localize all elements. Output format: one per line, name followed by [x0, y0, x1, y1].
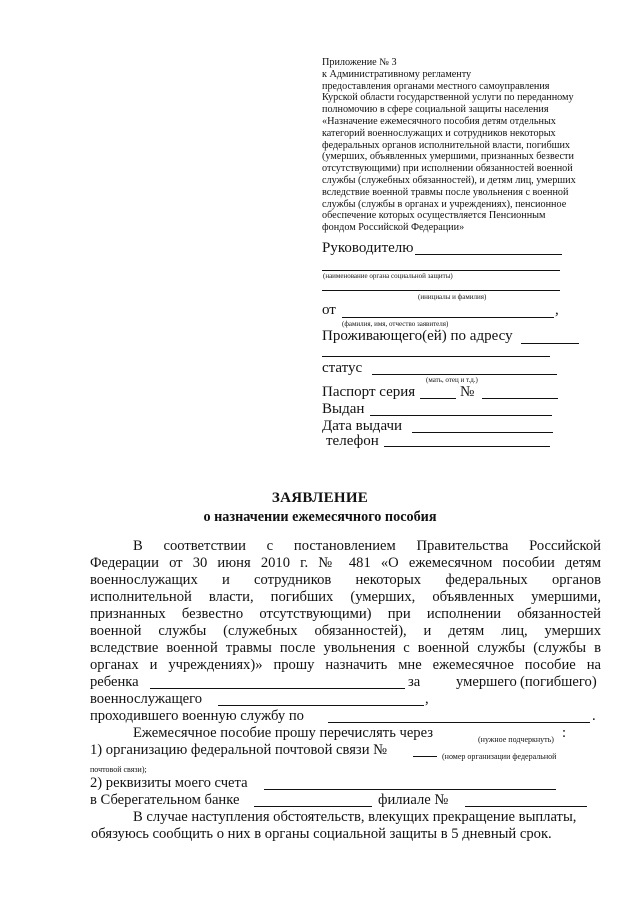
head-field[interactable]	[415, 254, 562, 255]
branch-label: филиале №	[378, 792, 449, 808]
service-type-field[interactable]	[328, 722, 590, 723]
phone-label: телефон	[326, 433, 379, 449]
phone-field[interactable]	[384, 446, 550, 447]
serviceman-field[interactable]	[218, 705, 424, 706]
appendix-line: Приложение № 3	[322, 57, 397, 68]
head-label: Руководителю	[322, 240, 414, 256]
paragraph-line: органах и учреждениях)» прошу назначить мне ежемесячное пособие на	[90, 657, 601, 673]
bank-label: в Сберегательном банке	[90, 792, 240, 808]
appendix-block	[322, 57, 612, 234]
transfer-colon: :	[562, 725, 567, 741]
bank-field[interactable]	[254, 806, 372, 807]
postal-note-line2: почтовой связи);	[90, 765, 147, 774]
transfer-note: (нужное подчеркнуть)	[478, 735, 554, 744]
appendix-line: федеральных органов исполнительной власти, погибших	[322, 139, 571, 151]
appendix-line: «Назначение ежемесячного пособия детям отдельных	[322, 115, 556, 127]
appendix-line: предоставления органами местного самоуправления	[322, 80, 550, 92]
passport-series-label: Паспорт серия	[322, 384, 416, 400]
branch-field[interactable]	[465, 806, 587, 807]
appendix-line: службы (служебных обязанностей), и детям лиц, умерших	[322, 174, 576, 186]
closing-line: В случае наступления обстоятельств, влекущих прекращение выплаты,	[133, 809, 577, 825]
address-field[interactable]	[521, 343, 579, 344]
postal-note: (номер организации федеральной	[442, 752, 557, 761]
appendix-line: вследствие военной травмы после увольнения с военной	[322, 186, 569, 198]
issued-label: Выдан	[322, 401, 365, 417]
status-field[interactable]	[372, 374, 557, 375]
appendix-line: (умерших, объявленных умершими, признанных безвести	[322, 151, 574, 163]
status-label: статус	[322, 360, 363, 376]
paragraph-line: исполнительной власти, погибших (умерших, объявленных умершими,	[90, 589, 601, 605]
issued-field[interactable]	[370, 415, 552, 416]
status-caption: (мать, отец и т.д.)	[426, 376, 478, 384]
passport-series-field[interactable]	[420, 398, 456, 399]
paragraph-line: вследствие военной травмы после увольнения с военной службы (службы в	[90, 640, 601, 656]
appendix-line: Курской области государственной услуги по переданному	[322, 92, 574, 104]
transfer-text: Ежемесячное пособие прошу перечислять через	[133, 725, 434, 741]
service-dot: .	[592, 708, 596, 724]
child-label: ребенка	[90, 674, 139, 690]
paragraph-line: В соответствии с постановлением Правительства Российской	[133, 538, 601, 554]
initials-caption: (инициалы и фамилия)	[418, 293, 487, 301]
from-comma: ,	[555, 302, 559, 318]
passport-number-label: №	[460, 384, 475, 400]
option-account[interactable]: 2) реквизиты моего счета	[90, 775, 248, 791]
head-caption: (наименование органа социальной защиты)	[323, 272, 453, 280]
paragraph-line: военной службы (служебных обязанностей), и детям лиц, умерших	[90, 623, 601, 639]
paragraph-line: военнослужащих и сотрудников некоторых федеральных органов	[90, 572, 601, 588]
paragraph-line: Федерации от 30 июня 2010 г. № 481 «О ежемесячном пособии детям	[90, 555, 601, 571]
serviceman-label: военнослужащего	[90, 691, 203, 707]
document-subtitle: о назначении ежемесячного пособия	[203, 509, 437, 525]
address-field-line2[interactable]	[322, 356, 550, 357]
issue-date-label: Дата выдачи	[322, 418, 403, 434]
from-field[interactable]	[342, 317, 554, 318]
serviceman-comma: ,	[425, 691, 429, 707]
residing-label: Проживающего(ей) по адресу	[322, 328, 513, 344]
option-postal[interactable]: 1) организацию федеральной почтовой связи №	[90, 742, 388, 758]
from-caption: (фамилия, имя, отчество заявителя)	[342, 320, 449, 328]
paragraph-line: признанных безвестно отсутствующими) при исполнении обязанностей	[90, 606, 601, 622]
perished-label: (погибшего)	[520, 674, 597, 690]
appendix-line: полномочию в сфере социальной защиты населения	[322, 104, 549, 116]
closing-line: обязуюсь сообщить о них в органы социальной защиты в 5 дневный срок.	[91, 826, 552, 842]
appendix-line: отсутствующими) при исполнении обязанностей военной	[322, 163, 573, 175]
appendix-line: фондом Российской Федерации»	[322, 222, 465, 234]
postal-number-field[interactable]	[413, 756, 437, 757]
passport-number-field[interactable]	[482, 398, 558, 399]
document-title: ЗАЯВЛЕНИЕ	[271, 490, 369, 506]
appendix-line: к Административному регламенту	[322, 68, 472, 80]
account-field[interactable]	[264, 789, 556, 790]
service-label: проходившего военную службу по	[90, 708, 304, 724]
appendix-line: обеспечение которых осуществляется Пенсионным	[322, 210, 546, 222]
child-name-field[interactable]	[150, 688, 405, 689]
initials-field[interactable]	[322, 290, 560, 291]
head-field-line2[interactable]	[322, 270, 560, 271]
issue-date-field[interactable]	[412, 432, 553, 433]
appendix-line: службы (службы в органах и учреждениях), пенсионное	[322, 198, 567, 210]
appendix-line: категорий военнослужащих и сотрудников некоторых	[322, 127, 556, 139]
from-label: от	[322, 302, 336, 318]
for-label: за	[408, 674, 421, 690]
deceased-label: умершего	[456, 674, 517, 690]
